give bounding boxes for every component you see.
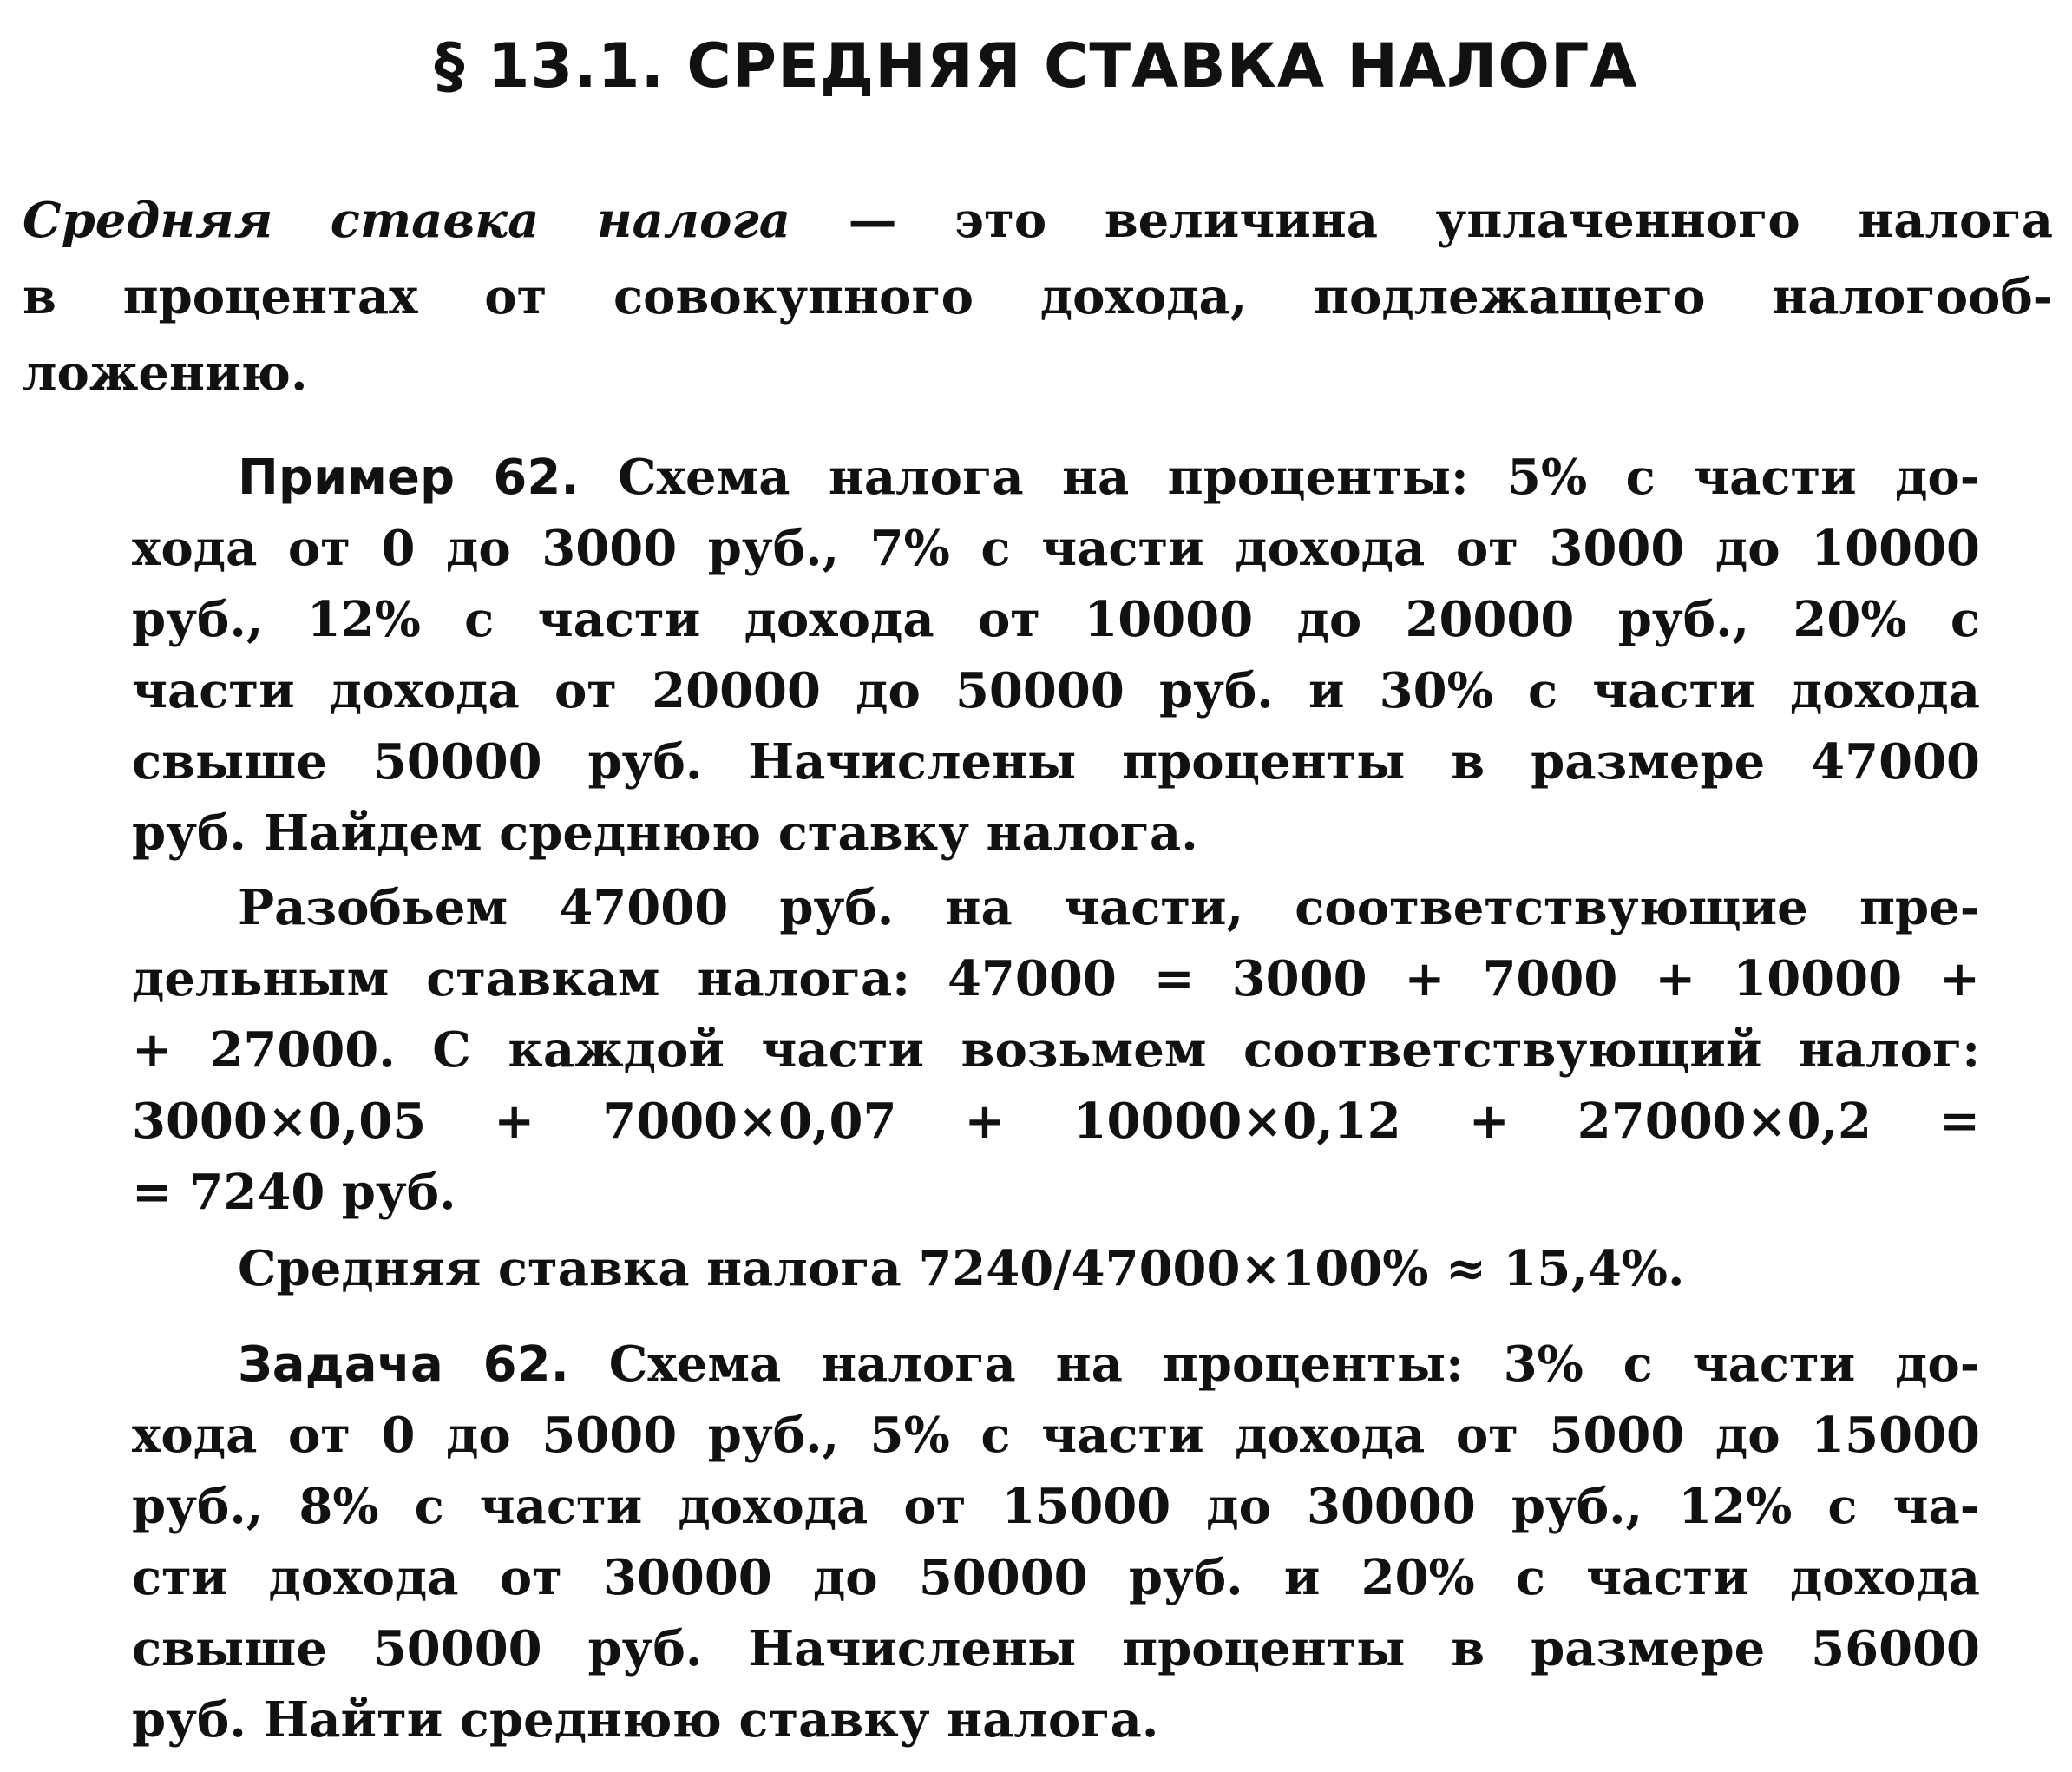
task-line-2: хода от 0 до 5000 руб., 5% с части дохода от 5000 до 15000 [132,1407,1980,1464]
solution-line-4: 3000×0,05 + 7000×0,07 + 10000×0,12 + 27000×0,2 = [132,1093,1980,1150]
example-text-1: Схема налога на проценты: 5% с части до- [579,449,1980,506]
example-line-2: хода от 0 до 3000 руб., 7% с части дохода от 3000 до 10000 [132,520,1980,577]
definition-line-3: ложению. [23,345,308,402]
definition-line-1 [23,184,2053,257]
task-line-4: сти дохода от 30000 до 50000 руб. и 20% с части дохода [132,1549,1980,1606]
section-title: § 13.1. СРЕДНЯЯ СТАВКА НАЛОГА [434,30,1638,102]
solution-line-1: Разобьем 47000 руб. на части, соответствующие пре- [238,879,1980,936]
result-line: Средняя ставка налога 7240/47000×100% ≈ 15,4%. [238,1240,1685,1297]
example-label: Пример 62. [238,450,580,506]
example-line-6: руб. Найдем среднюю ставку налога. [132,804,1198,862]
task-line-3: руб., 8% с части дохода от 15000 до 30000 руб., 12% с ча- [132,1478,1980,1535]
example-line-1 [238,441,1980,514]
task-line-1 [238,1328,1980,1401]
example-line-5: свыше 50000 руб. Начислены проценты в размере 47000 [132,733,1980,791]
task-label: Задача 62. [238,1336,569,1393]
example-line-4: части дохода от 20000 до 50000 руб. и 30% с части дохода [132,662,1980,719]
defined-term: Средняя ставка налога [23,192,791,249]
task-line-6: руб. Найти среднюю ставку налога. [132,1691,1159,1749]
example-line-3: руб., 12% с части дохода от 10000 до 20000 руб., 20% с [132,591,1980,648]
definition-line-2: в процентах от совокупного дохода, подлежащего налогооб- [23,268,2053,325]
definition-text-1: — это величина уплаченного налога [790,192,2053,249]
solution-line-2: дельным ставкам налога: 47000 = 3000 + 7000 + 10000 + [132,950,1980,1007]
task-line-5: свыше 50000 руб. Начислены проценты в размере 56000 [132,1620,1980,1677]
solution-line-5: = 7240 руб. [132,1164,456,1221]
solution-line-3: + 27000. С каждой части возьмем соответствующий налог: [132,1021,1980,1079]
task-text-1: Схема налога на проценты: 3% с части до- [568,1336,1980,1393]
